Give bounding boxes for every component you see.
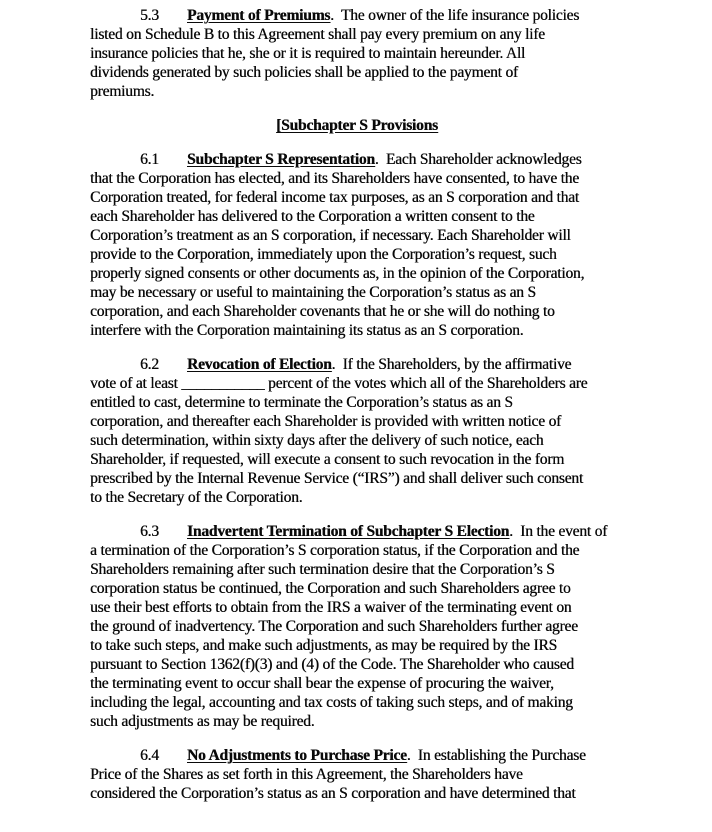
section-title: Subchapter S Representation [187,151,375,168]
text-line: listed on Schedule B to this Agreement shall pay every premium on any life [90,26,545,43]
section-number: 6.2 [140,356,159,373]
section-first-line-text: . If the Shareholders, by the affirmative [331,356,572,373]
text-line: such determination, within sixty days after the delivery of such notice, each [90,432,544,449]
section-6.3-paragraph [90,522,624,731]
text-line: to take such steps, and make such adjustments, as may be required by the IRS [90,637,557,654]
text-line: corporation, and each Shareholder covenants that he or she will do nothing to [90,303,555,320]
text-line: each Shareholder has delivered to the Corporation a written consent to the [90,208,535,225]
centered-heading [90,116,624,135]
text-line: interfere with the Corporation maintaining its status as an S corporation. [90,322,524,339]
text-line: provide to the Corporation, immediately upon the Corporation’s request, such [90,246,557,263]
section-first-line-text: . In establishing the Purchase [406,747,586,764]
text-line [90,6,624,25]
section-title: Revocation of Election [187,356,332,373]
text-line: Shareholders remaining after such termination desire that the Corporation’s S [90,561,555,578]
section-6.1-paragraph [90,150,624,340]
section-number: 5.3 [140,7,159,24]
text-line [90,355,624,374]
document-body [90,6,624,803]
section-6.4-paragraph [90,746,624,803]
text-line: corporation, and thereafter each Shareholder is provided with written notice of [90,413,561,430]
section-title: Payment of Premiums [187,7,331,24]
section-first-line-text: . In the event of [509,523,608,540]
text-line: Shareholder, if requested, will execute a consent to such revocation in the form [90,451,565,468]
text-line [90,150,624,169]
section-title: Inadvertent Termination of Subchapter S Election [187,523,510,540]
text-line: use their best efforts to obtain from the IRS a waiver of the terminating event on [90,599,572,616]
text-line: prescribed by the Internal Revenue Service (“IRS”) and shall deliver such consent [90,470,583,487]
text-line: dividends generated by such policies shall be applied to the payment of [90,64,518,81]
centered-heading-text: [Subchapter S Provisions [276,117,438,134]
section-5.3-paragraph [90,6,624,101]
text-line: the terminating event to occur shall bear the expense of procuring the waiver, [90,675,554,692]
text-line: corporation status be continued, the Corporation and such Shareholders agree to [90,580,571,597]
text-line: premiums. [90,83,155,100]
section-title: No Adjustments to Purchase Price [187,747,407,764]
text-line: Price of the Shares as set forth in this Agreement, the Shareholders have [90,766,523,783]
text-line: entitled to cast, determine to terminate the Corporation’s status as an S [90,394,513,411]
text-line: considered the Corporation’s status as an S corporation and have determined that [90,785,576,802]
text-line: may be necessary or useful to maintaining the Corporation’s status as an S [90,284,536,301]
text-line [90,746,624,765]
text-line: vote of at least ___________ percent of the votes which all of the Shareholders are [90,375,588,392]
section-first-line-text: . The owner of the life insurance policies [330,7,580,24]
section-6.2-paragraph [90,355,624,507]
text-line: properly signed consents or other documents as, in the opinion of the Corporation, [90,265,585,282]
text-line: insurance policies that he, she or it is required to maintain hereunder. All [90,45,526,62]
text-line: that the Corporation has elected, and its Shareholders have consented, to have the [90,170,579,187]
text-line: Corporation treated, for federal income tax purposes, as an S corporation and that [90,189,579,206]
text-line: the ground of inadvertency. The Corporation and such Shareholders further agree [90,618,578,635]
text-line: to the Secretary of the Corporation. [90,489,303,506]
text-line: such adjustments as may be required. [90,713,315,730]
text-line: Corporation’s treatment as an S corporation, if necessary. Each Shareholder will [90,227,571,244]
text-line: including the legal, accounting and tax costs of taking such steps, and of making [90,694,573,711]
section-first-line-text: . Each Shareholder acknowledges [374,151,582,168]
section-number: 6.4 [140,747,159,764]
text-line [90,522,624,541]
text-line: pursuant to Section 1362(f)(3) and (4) of the Code. The Shareholder who caused [90,656,574,673]
text-line: a termination of the Corporation’s S corporation status, if the Corporation and the [90,542,580,559]
section-number: 6.3 [140,523,159,540]
section-number: 6.1 [140,151,159,168]
